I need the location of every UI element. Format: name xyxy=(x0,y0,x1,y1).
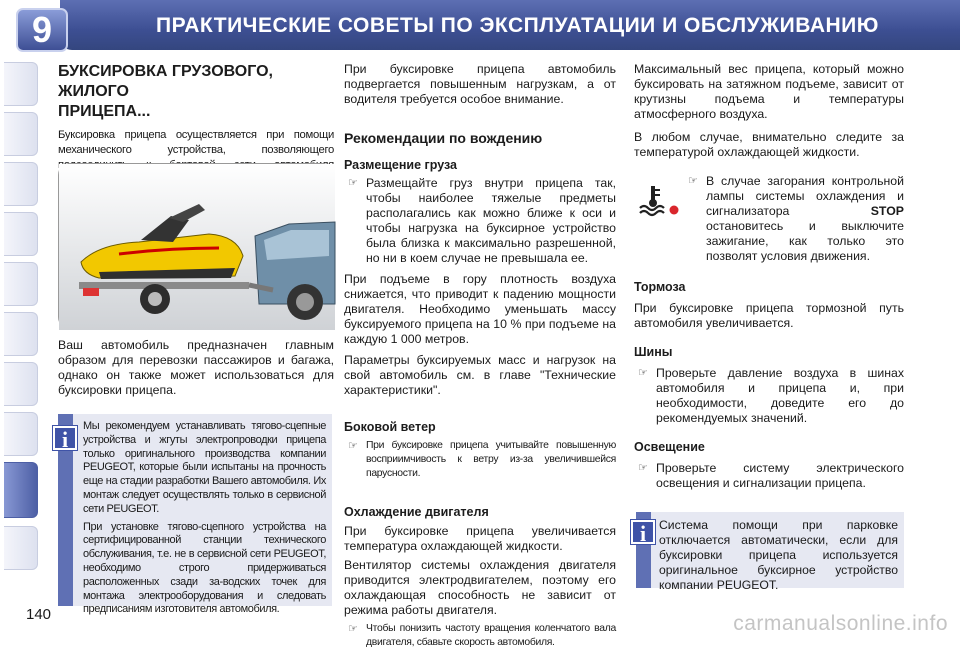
chapter-number-badge: 9 xyxy=(16,8,68,52)
coolant-warning-bullet: ☞ В случае загорания контрольной лампы системы охлаждения и сигнализатора STOP остановитесь и выключите зажигание, как только это позволят условия движения. xyxy=(688,174,904,263)
chapter-tab[interactable] xyxy=(4,412,38,456)
tyres-bullet: ☞ Проверьте давление воздуха в шинах автомобиля и прицепа и, при необходимости, доведите его до рекомендуемых значений. xyxy=(638,366,904,425)
load-heading: Размещение груза xyxy=(344,158,458,172)
pointing-hand-icon: ☞ xyxy=(348,177,358,189)
coolant-warning-icon xyxy=(636,184,680,218)
chapter-title: ПРАКТИЧЕСКИЕ СОВЕТЫ ПО ЭКСПЛУАТАЦИИ И ОБСЛУЖИВАНИЮ xyxy=(156,14,879,37)
chapter-tab[interactable] xyxy=(4,262,38,306)
brakes-heading: Тормоза xyxy=(634,280,686,294)
section-heading-cont: ПРИЦЕПА... xyxy=(58,103,151,120)
lighting-bullet: ☞ Проверьте систему электрического освещения и сигнализации прицепа. xyxy=(638,461,904,490)
parking-assist-info-box xyxy=(636,512,904,592)
intro-paragraph: Буксировка прицепа осуществляется при помощи механического устройства, позволяющего xyxy=(58,129,334,156)
monitor-paragraph: В любом случае, внимательно следите за температурой охлаждающей жидкости. xyxy=(634,130,904,159)
params-paragraph: Параметры буксируемых масс и нагрузок на свой автомобиль см. в главе "Технические характеристики". xyxy=(344,353,616,397)
cooling-paragraph: Вентилятор системы охлаждения двигателя приводится электродвигателем, поэтому его охлаждающая способность не зависит от режима работы двигателя. xyxy=(344,558,616,617)
chapter-tab[interactable] xyxy=(4,526,38,570)
right-column xyxy=(634,62,904,160)
middle-column xyxy=(344,62,616,650)
cooling-paragraph: При буксировке прицепа увеличивается температура охлаждающей жидкости. xyxy=(344,524,616,553)
pointing-hand-icon: ☞ xyxy=(348,623,358,635)
page-number: 140 xyxy=(26,606,52,623)
chapter-tab[interactable] xyxy=(4,162,38,206)
trailer-illustration xyxy=(58,163,334,329)
info-paragraph: При установке тягово-сцепного устройства на сертифицированной станции технического обслуживания, т.е. не в сервисной сети PEUGEOT, необходимо строго придерживаться расположенных сзади за-водских точек для монтажа электрооборудования и следовать предписаниям изготовителя автомобиля. xyxy=(83,520,326,616)
info-icon: i xyxy=(53,426,77,450)
brakes-paragraph: При буксировке прицепа тормозной путь автомобиля увеличивается. xyxy=(634,301,904,330)
driving-recommendations-heading: Рекомендации по вождению xyxy=(344,130,543,146)
wind-bullet: ☞ При буксировке прицепа учитывайте повышенную восприимчивость к ветру из-за увеличившейся парусности. xyxy=(348,440,616,479)
tyres-heading: Шины xyxy=(634,345,673,359)
pointing-hand-icon: ☞ xyxy=(638,462,648,474)
right-column-lower xyxy=(634,280,904,491)
chapter-tabs xyxy=(0,50,44,610)
chapter-tab[interactable] xyxy=(4,112,38,156)
lighting-heading: Освещение xyxy=(634,440,705,454)
intro-paragraph: При буксировке прицепа автомобиль подвергается повышенным нагрузкам, а от водителя требуется особое внимание. xyxy=(344,62,616,106)
info-paragraph: Мы рекомендуем устанавливать тягово-сцепные устройства и жгуты электропроводки прицепа только оригинального производства компании PEUGEOT, которые были испытаны на прочность еще на стадии разработки Вашего автомобиля. Их монтаж следует осуществлять только в сервисной сети PEUGEOT. xyxy=(83,420,326,515)
recommendation-info-box xyxy=(58,414,332,616)
chapter-tab[interactable] xyxy=(4,312,38,356)
chapter-tab[interactable] xyxy=(4,362,38,406)
wind-heading: Боковой ветер xyxy=(344,420,436,434)
load-bullet: ☞ Размещайте груз внутри прицепа так, чтобы наиболее тяжелые предметы располагались как можно ближе к оси и чтобы нагрузка на буксирное устройство была близка к максимально разрешенной, но ни в коем случае не превышала ее. xyxy=(348,176,616,265)
max-weight-paragraph: Максимальный вес прицепа, который можно буксировать на затяжном подъеме, зависит от крутизны подъема и температуры атмосферного воздуха. xyxy=(634,62,904,121)
info-icon: i xyxy=(631,520,655,544)
pointing-hand-icon: ☞ xyxy=(638,367,648,379)
chapter-tab[interactable] xyxy=(4,62,38,106)
chapter-tab[interactable] xyxy=(4,212,38,256)
cooling-heading: Охлаждение двигателя xyxy=(344,505,489,519)
photo-caption: Ваш автомобиль предназначен главным образом для перевозки пассажиров и багажа, однако он также может использоваться для буксировки прицепа. xyxy=(58,338,334,397)
section-heading: БУКСИРОВКА ГРУЗОВОГО, ЖИЛОГО xyxy=(58,63,273,100)
watermark: carmanualsonline.info xyxy=(733,612,948,635)
cooling-bullet: ☞ Чтобы понизить частоту вращения коленчатого вала двигателя, сбавьте скорость автомобиля. xyxy=(348,623,616,648)
chapter-tab-active[interactable] xyxy=(4,462,38,518)
parking-assist-text: Система помощи при парковке отключается автоматически, если для буксировки прицепа используется оригинальное буксирное устройство компании PEUGEOT. xyxy=(659,518,898,592)
pointing-hand-icon: ☞ xyxy=(348,440,358,452)
pointing-hand-icon: ☞ xyxy=(688,175,698,187)
stop-label: STOP xyxy=(870,204,904,218)
altitude-paragraph: При подъеме в гору плотность воздуха снижается, что приводит к падению мощности двигателя. Необходимо уменьшать массу буксируемого прицепа на 10 % при подъеме на каждую 1 000 метров. xyxy=(344,272,616,346)
page-header xyxy=(60,0,960,50)
